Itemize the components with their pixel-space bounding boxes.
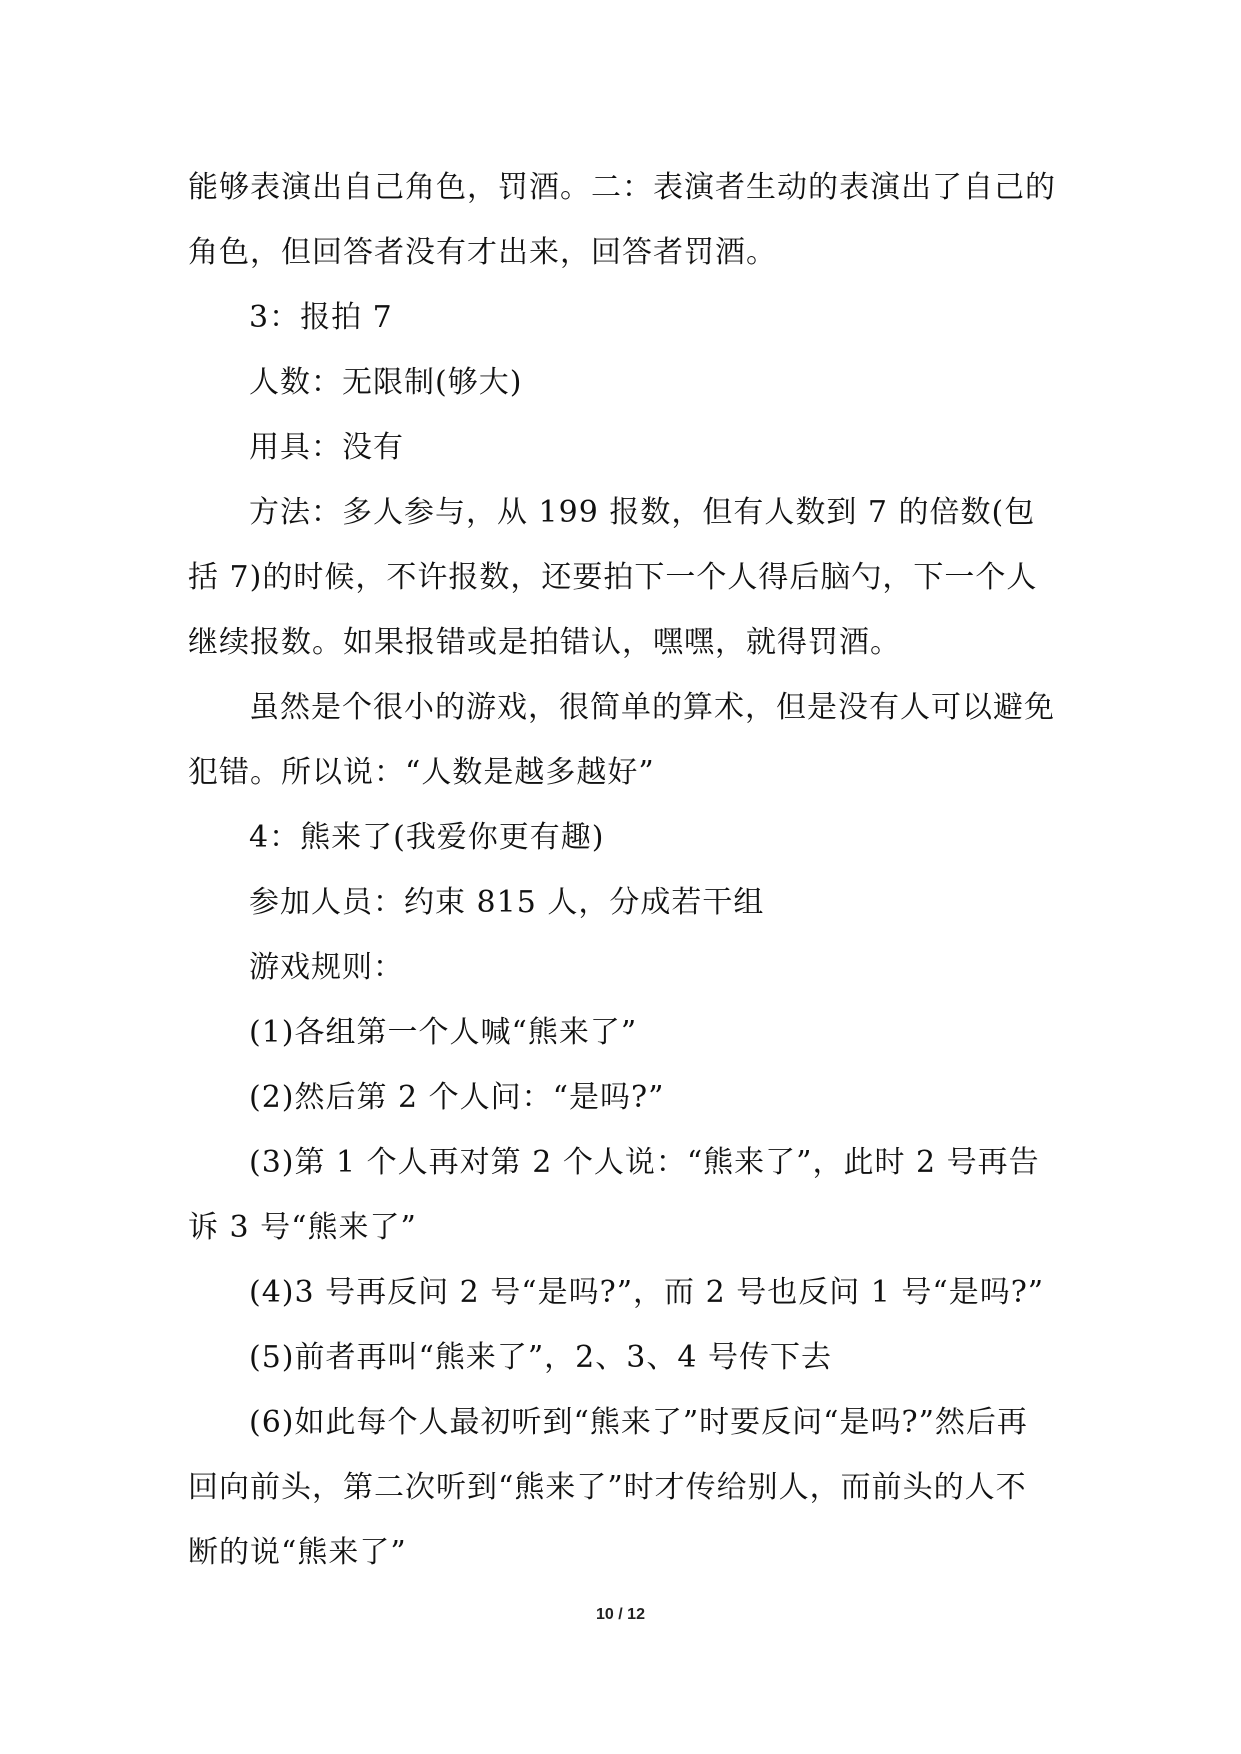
rule-item-2: (2)然后第 2 个人问：“是吗?”	[249, 1080, 665, 1115]
rule-item-5: (5)前者再叫“熊来了”，2、3、4 号传下去	[249, 1340, 832, 1375]
paragraph-role-play-penalty: 能够表演出自己角色，罚酒。二：表演者生动的表演出了自己的角色，但回答者没有才出来，回答者罚酒。	[188, 170, 1056, 270]
document-body	[188, 155, 1056, 1585]
paragraph-method: 方法：多人参与，从 199 报数，但有人数到 7 的倍数(包括 7)的时候，不许报数，还要拍下一个人得后脑勺，下一个人继续报数。如果报错或是拍错认，嘿嘿，就得罚酒。	[188, 495, 1038, 660]
paragraph-comment: 虽然是个很小的游戏，很简单的算术，但是没有人可以避免犯错。所以说：“人数是越多越好”	[188, 690, 1055, 790]
paragraph-tools: 用具：没有	[249, 430, 404, 465]
rule-item-1: (1)各组第一个人喊“熊来了”	[249, 1015, 638, 1050]
heading-game-3: 3：报拍 7	[249, 300, 393, 335]
paragraph-players: 人数：无限制(够大)	[249, 365, 523, 400]
paragraph-rules-title: 游戏规则：	[249, 950, 404, 985]
rule-item-3: (3)第 1 个人再对第 2 个人说：“熊来了”，此时 2 号再告诉 3 号“熊来了”	[188, 1145, 1040, 1245]
rule-item-4: (4)3 号再反问 2 号“是吗?”，而 2 号也反问 1 号“是吗?”	[249, 1275, 1045, 1310]
page-number: 10 / 12	[596, 1606, 645, 1623]
rule-item-6: (6)如此每个人最初听到“熊来了”时要反问“是吗?”然后再回向前头，第二次听到“熊来了”时才传给别人，而前头的人不断的说“熊来了”	[188, 1405, 1028, 1570]
paragraph-participants: 参加人员：约束 815 人，分成若干组	[249, 885, 765, 920]
heading-game-4: 4：熊来了(我爱你更有趣)	[249, 820, 605, 855]
